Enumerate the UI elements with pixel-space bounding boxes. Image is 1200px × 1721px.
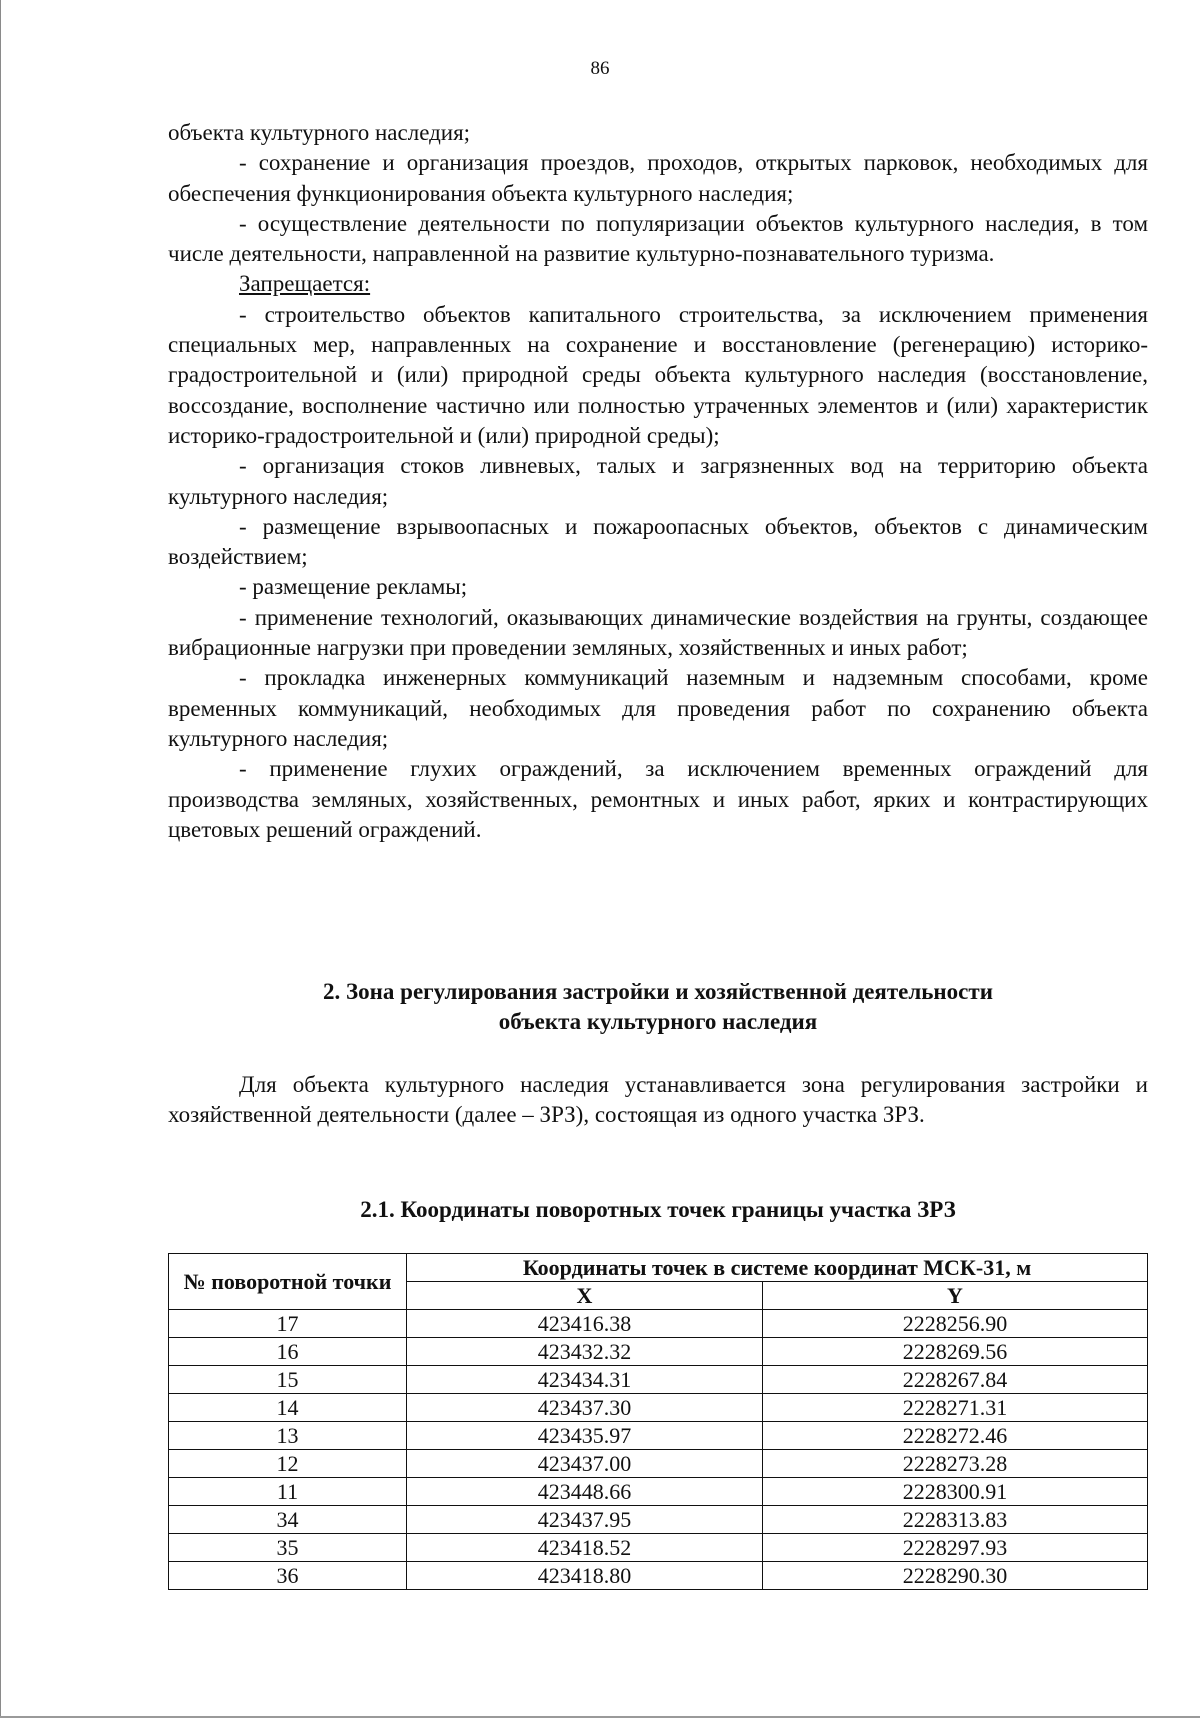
table-row — [169, 1338, 1148, 1366]
prohibited-item: - применение глухих ограждений, за исключением временных ограждений для производства земляных, хозяйственных, ремонтных и иных работ, ярких и контрастирующих цветовых решений ограждений. — [168, 756, 1148, 842]
paragraph: - сохранение и организация проездов, проходов, открытых парковок, необходимых для обеспечения функционирования объекта культурного наследия; — [168, 150, 1148, 206]
paragraph: - осуществление деятельности по популяризации объектов культурного наследия, в том числе деятельности, направленной на развитие культурно-познавательного туризма. — [168, 210, 1148, 267]
cell-y: 2228300.91 — [763, 1478, 1148, 1506]
table-row — [169, 1534, 1148, 1562]
prohibited-item: - применение технологий, оказывающих динамические воздействия на грунты, создающее вибрационные нагрузки при проведении земляных, хозяйственных и иных работ; — [168, 604, 1148, 661]
section-heading-line2: объекта культурного наследия — [498, 1009, 818, 1034]
cell-x: 423448.66 — [407, 1478, 763, 1506]
prohibited-item: - размещение взрывоопасных и пожароопасных объектов, объектов с динамическим воздействием; — [168, 513, 1148, 570]
table-row — [169, 1422, 1148, 1450]
cell-y: 2228290.30 — [763, 1562, 1148, 1590]
cell-x: 423432.32 — [407, 1338, 763, 1366]
cell-y: 2228256.90 — [763, 1310, 1148, 1338]
table-row — [169, 1478, 1148, 1506]
cell-point: 11 — [169, 1478, 407, 1506]
cell-x: 423418.52 — [407, 1534, 763, 1562]
cell-point: 12 — [169, 1450, 407, 1478]
cell-point: 36 — [169, 1562, 407, 1590]
cell-point: 17 — [169, 1310, 407, 1338]
header-x: X — [407, 1282, 763, 1310]
paragraph: объекта культурного наследия; — [168, 120, 471, 145]
cell-y: 2228267.84 — [763, 1366, 1148, 1394]
cell-y: 2228272.46 — [763, 1422, 1148, 1450]
table-title: 2.1. Координаты поворотных точек границы участка ЗРЗ — [360, 1197, 956, 1222]
coordinates-table — [168, 1253, 1148, 1590]
prohibited-label: Запрещается: — [239, 271, 371, 297]
cell-x: 423437.95 — [407, 1506, 763, 1534]
cell-x: 423435.97 — [407, 1422, 763, 1450]
cell-y: 2228313.83 — [763, 1506, 1148, 1534]
section-heading-line1: 2. Зона регулирования застройки и хозяйственной деятельности — [323, 979, 993, 1004]
cell-point: 13 — [169, 1422, 407, 1450]
cell-y: 2228269.56 — [763, 1338, 1148, 1366]
paragraph: Для объекта культурного наследия устанавливается зона регулирования застройки и хозяйственной деятельности (далее – ЗРЗ), состоящая из одного участка ЗРЗ. — [168, 1072, 1148, 1128]
section-heading — [168, 977, 1148, 1037]
cell-point: 35 — [169, 1534, 407, 1562]
header-y: Y — [763, 1282, 1148, 1310]
table-row — [169, 1562, 1148, 1590]
cell-y: 2228273.28 — [763, 1450, 1148, 1478]
page-number: 86 — [590, 58, 610, 79]
table-row — [169, 1310, 1148, 1338]
scan-edge-left — [0, 0, 1, 1716]
header-coordinates: Координаты точек в системе координат МСК-31, м — [407, 1254, 1148, 1282]
prohibited-item: - размещение рекламы; — [239, 574, 468, 600]
cell-point: 14 — [169, 1394, 407, 1422]
prohibited-item: - строительство объектов капитального строительства, за исключением применения специальных мер, направленных на сохранение и восстановление (регенерацию) историко-градостроительной и (или) природной среды объекта культурного наследия (восстановление, воссоздание, восполнение частично или полностью утраченных элементов и (или) характеристик историко-градостроительной и (или) природной среды); — [168, 301, 1148, 448]
section-intro — [168, 1070, 1148, 1131]
header-point-number: № поворотной точки — [169, 1254, 407, 1310]
cell-point: 15 — [169, 1366, 407, 1394]
cell-x: 423416.38 — [407, 1310, 763, 1338]
prohibited-item: - прокладка инженерных коммуникаций наземным и надземным способами, кроме временных коммуникаций, необходимых для проведения работ по сохранению объекта культурного наследия; — [168, 665, 1148, 751]
cell-x: 423437.00 — [407, 1450, 763, 1478]
cell-y: 2228297.93 — [763, 1534, 1148, 1562]
table-row — [169, 1366, 1148, 1394]
table-row — [169, 1506, 1148, 1534]
prohibited-label-line — [168, 269, 1148, 299]
body-text — [168, 118, 1148, 845]
table-row — [169, 1450, 1148, 1478]
cell-point: 16 — [169, 1338, 407, 1366]
prohibited-item: - организация стоков ливневых, талых и загрязненных вод на территорию объекта культурного наследия; — [168, 453, 1148, 509]
cell-y: 2228271.31 — [763, 1394, 1148, 1422]
scan-edge-bottom — [0, 1716, 1200, 1718]
cell-x: 423434.31 — [407, 1366, 763, 1394]
cell-x: 423418.80 — [407, 1562, 763, 1590]
cell-x: 423437.30 — [407, 1394, 763, 1422]
table-row — [169, 1394, 1148, 1422]
cell-point: 34 — [169, 1506, 407, 1534]
